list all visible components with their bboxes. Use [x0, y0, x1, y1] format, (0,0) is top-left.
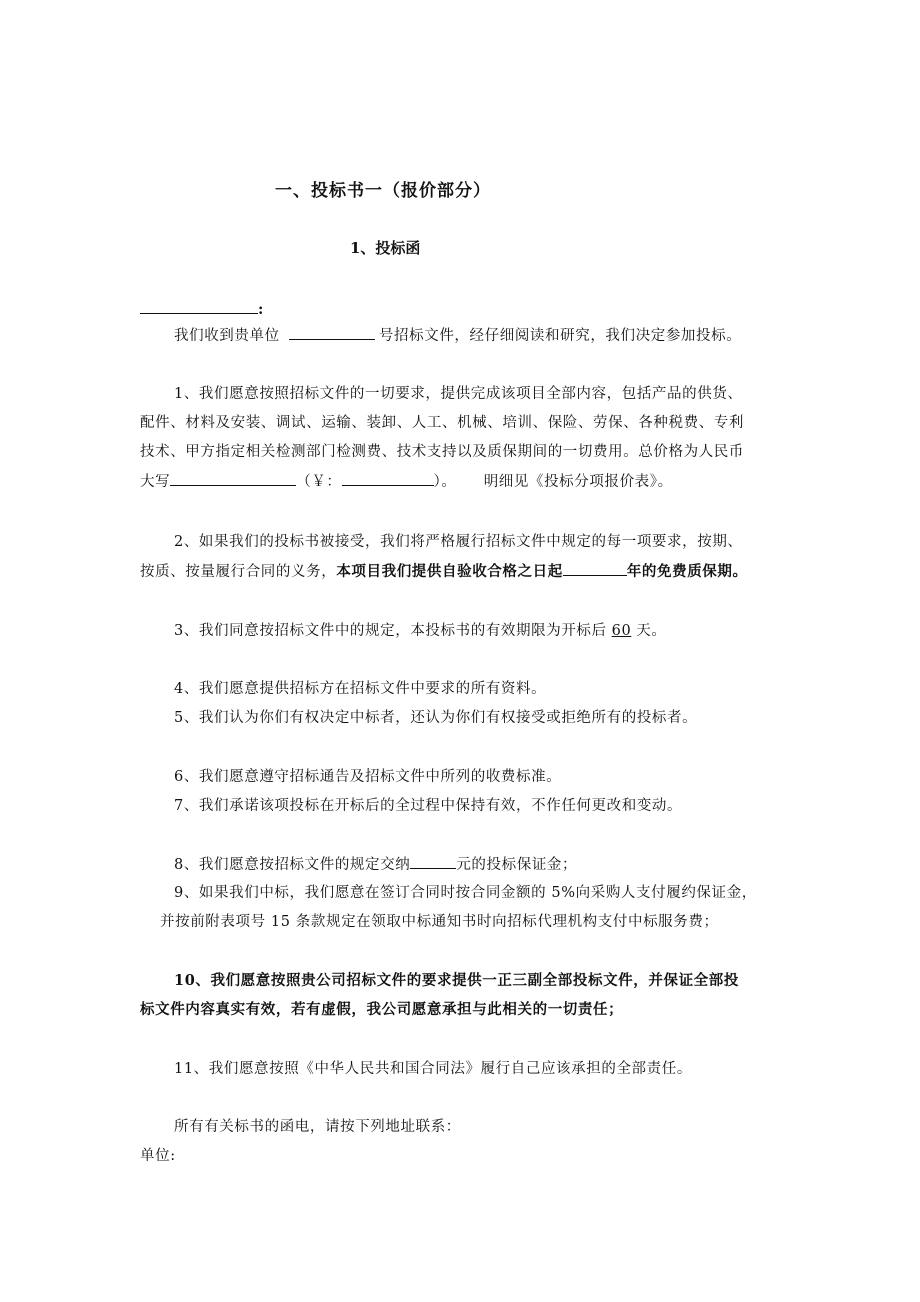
warranty-years-blank — [563, 560, 627, 576]
warranty-end-text: 年的免费质保期。 — [626, 563, 748, 580]
clause-10-line-1: 10、我们愿意按照贵公司招标文件的要求提供一正三副全部投标文件，并保证全部投 — [174, 972, 739, 989]
clause-10-line-2: 标文件内容真实有效，若有虚假，我公司愿意承担与此相关的一切责任； — [140, 1001, 624, 1018]
clause-5: 5、我们认为你们有权决定中标者，还认为你们有权接受或拒绝所有的投标者。 — [174, 710, 698, 726]
clause-1-line-3: 技术、甲方指定相关检测部门检测费、技术支持以及质保期间的一切费用。总价格为人民币 — [140, 444, 744, 460]
clause-2-line-2 — [140, 560, 748, 583]
contact-intro: 所有有关标书的函电，请按下列地址联系： — [174, 1119, 461, 1135]
clause-3-text: 3、我们同意按招标文件中的规定，本投标书的有效期限为开标后 — [174, 623, 607, 639]
clause-4: 4、我们愿意提供招标方在招标文件中要求的所有资料。 — [174, 681, 547, 697]
numeric-amount-blank — [342, 470, 434, 486]
intro-paragraph — [174, 324, 741, 347]
clause-9-line-2: 并按前附表项号 15 条款规定在领取中标通知书时向招标代理机构支付中标服务费； — [160, 914, 719, 930]
validity-days: 60 — [611, 623, 632, 639]
uppercase-amount-label: 大写 — [140, 474, 171, 490]
clause-2-text: 按质、按量履行合同的义务， — [140, 564, 337, 580]
numeric-amount-label: （￥： — [296, 474, 342, 490]
clause-8 — [174, 853, 577, 876]
clause-1-line-4 — [140, 470, 673, 493]
amount-close: ）。 — [433, 474, 457, 490]
intro-text-end: 号招标文件，经仔细阅读和研究，我们决定参加投标。 — [378, 328, 742, 344]
uppercase-amount-blank — [170, 470, 296, 486]
intro-text-start: 我们收到贵单位 — [174, 328, 280, 344]
clause-8-end: 元的投标保证金； — [456, 857, 578, 873]
clause-6: 6、我们愿意遵守招标通告及招标文件中所列的收费标准。 — [174, 769, 562, 785]
tender-number-blank — [289, 324, 375, 340]
clause-7: 7、我们承诺该项投标在开标后的全过程中保持有效，不作任何更改和变动。 — [174, 798, 683, 814]
clause-9-line-1: 9、如果我们中标，我们愿意在签订合同时按合同金额的 5%向采购人支付履约保证金， — [174, 885, 757, 901]
addressee-blank — [140, 298, 258, 314]
addressee-line — [140, 298, 264, 321]
clause-2-line-1: 2、如果我们的投标书被接受，我们将严格履行招标文件中规定的每一项要求，按期、 — [174, 534, 743, 550]
clause-3-unit: 天。 — [636, 623, 667, 639]
addressee-colon: : — [258, 301, 264, 318]
warranty-start-text: 本项目我们提供自验收合格之日起 — [336, 563, 563, 580]
clause-11: 11、我们愿意按照《中华人民共和国合同法》履行自己应该承担的全部责任。 — [174, 1061, 692, 1077]
clause-1-line-2: 配件、材料及安装、调试、运输、装卸、人工、机械、培训、保险、劳保、各种税费、专利 — [140, 415, 744, 431]
clause-3 — [174, 620, 666, 642]
unit-label: 单位: — [140, 1148, 176, 1164]
price-detail-reference: 明细见《投标分项报价表》。 — [483, 474, 673, 490]
clause-1-line-1: 1、我们愿意按照招标文件的一切要求，提供完成该项目全部内容，包括产品的供货、 — [174, 386, 743, 402]
section-title-bid-letter: 1、投标函 — [350, 239, 421, 257]
bid-bond-blank — [410, 853, 456, 869]
clause-8-text: 8、我们愿意按招标文件的规定交纳 — [174, 857, 411, 873]
document-title: 一、投标书一（报价部分） — [275, 181, 491, 201]
